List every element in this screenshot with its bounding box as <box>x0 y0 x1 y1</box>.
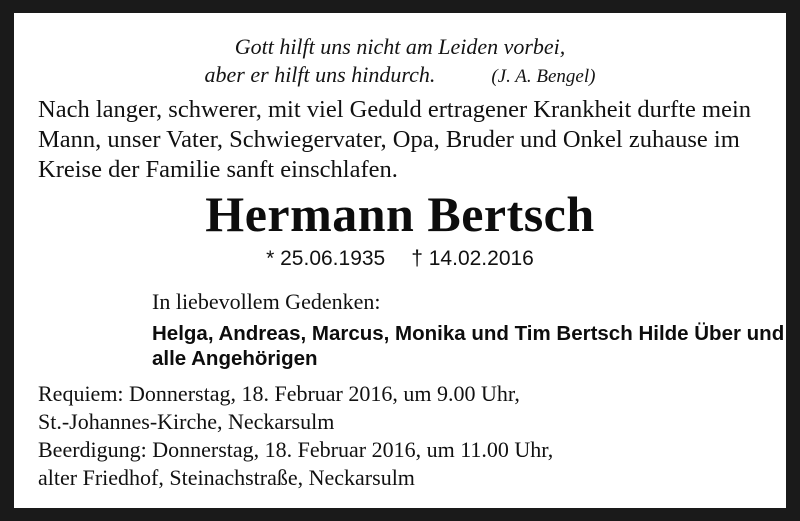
life-dates <box>14 247 786 271</box>
epitaph-line-2: aber er hilft uns hindurch. <box>204 62 436 87</box>
family-line: Helga, Andreas, Marcus, Monika und Tim Bertsch <box>152 322 633 345</box>
epitaph-line-1: Gott hilft uns nicht am Leiden vorbei, <box>234 34 566 59</box>
service-line: St.-Johannes-Kirche, Neckarsulm <box>38 409 335 434</box>
family-names <box>152 321 786 371</box>
deceased-name: Hermann Bertsch <box>205 186 595 242</box>
memory-label: In liebevollem Gedenken: <box>152 289 381 314</box>
epitaph-author: (J. A. Bengel) <box>491 66 596 87</box>
service-details <box>38 380 762 492</box>
service-line: Requiem: Donnerstag, 18. Februar 2016, um 9.00 Uhr, <box>38 381 520 406</box>
birth-date: * 25.06.1935 <box>266 247 386 270</box>
death-date: † 14.02.2016 <box>411 247 534 270</box>
obituary-notice <box>14 13 786 508</box>
service-line: Beerdigung: Donnerstag, 18. Februar 2016, um 11.00 Uhr, <box>38 437 554 462</box>
epitaph-quote <box>14 33 756 91</box>
service-line: alter Friedhof, Steinachstraße, Neckarsulm <box>38 465 415 490</box>
intro-paragraph: Nach langer, schwerer, mit viel Geduld ertragener Krankheit durfte mein Mann, unser Vater, Schwiegervater, Opa, Bruder und Onkel zuhause im Kreise der Familie sanft einschlafen. <box>38 96 752 183</box>
family-line: Hilde Über und alle Angehörigen <box>152 322 785 370</box>
